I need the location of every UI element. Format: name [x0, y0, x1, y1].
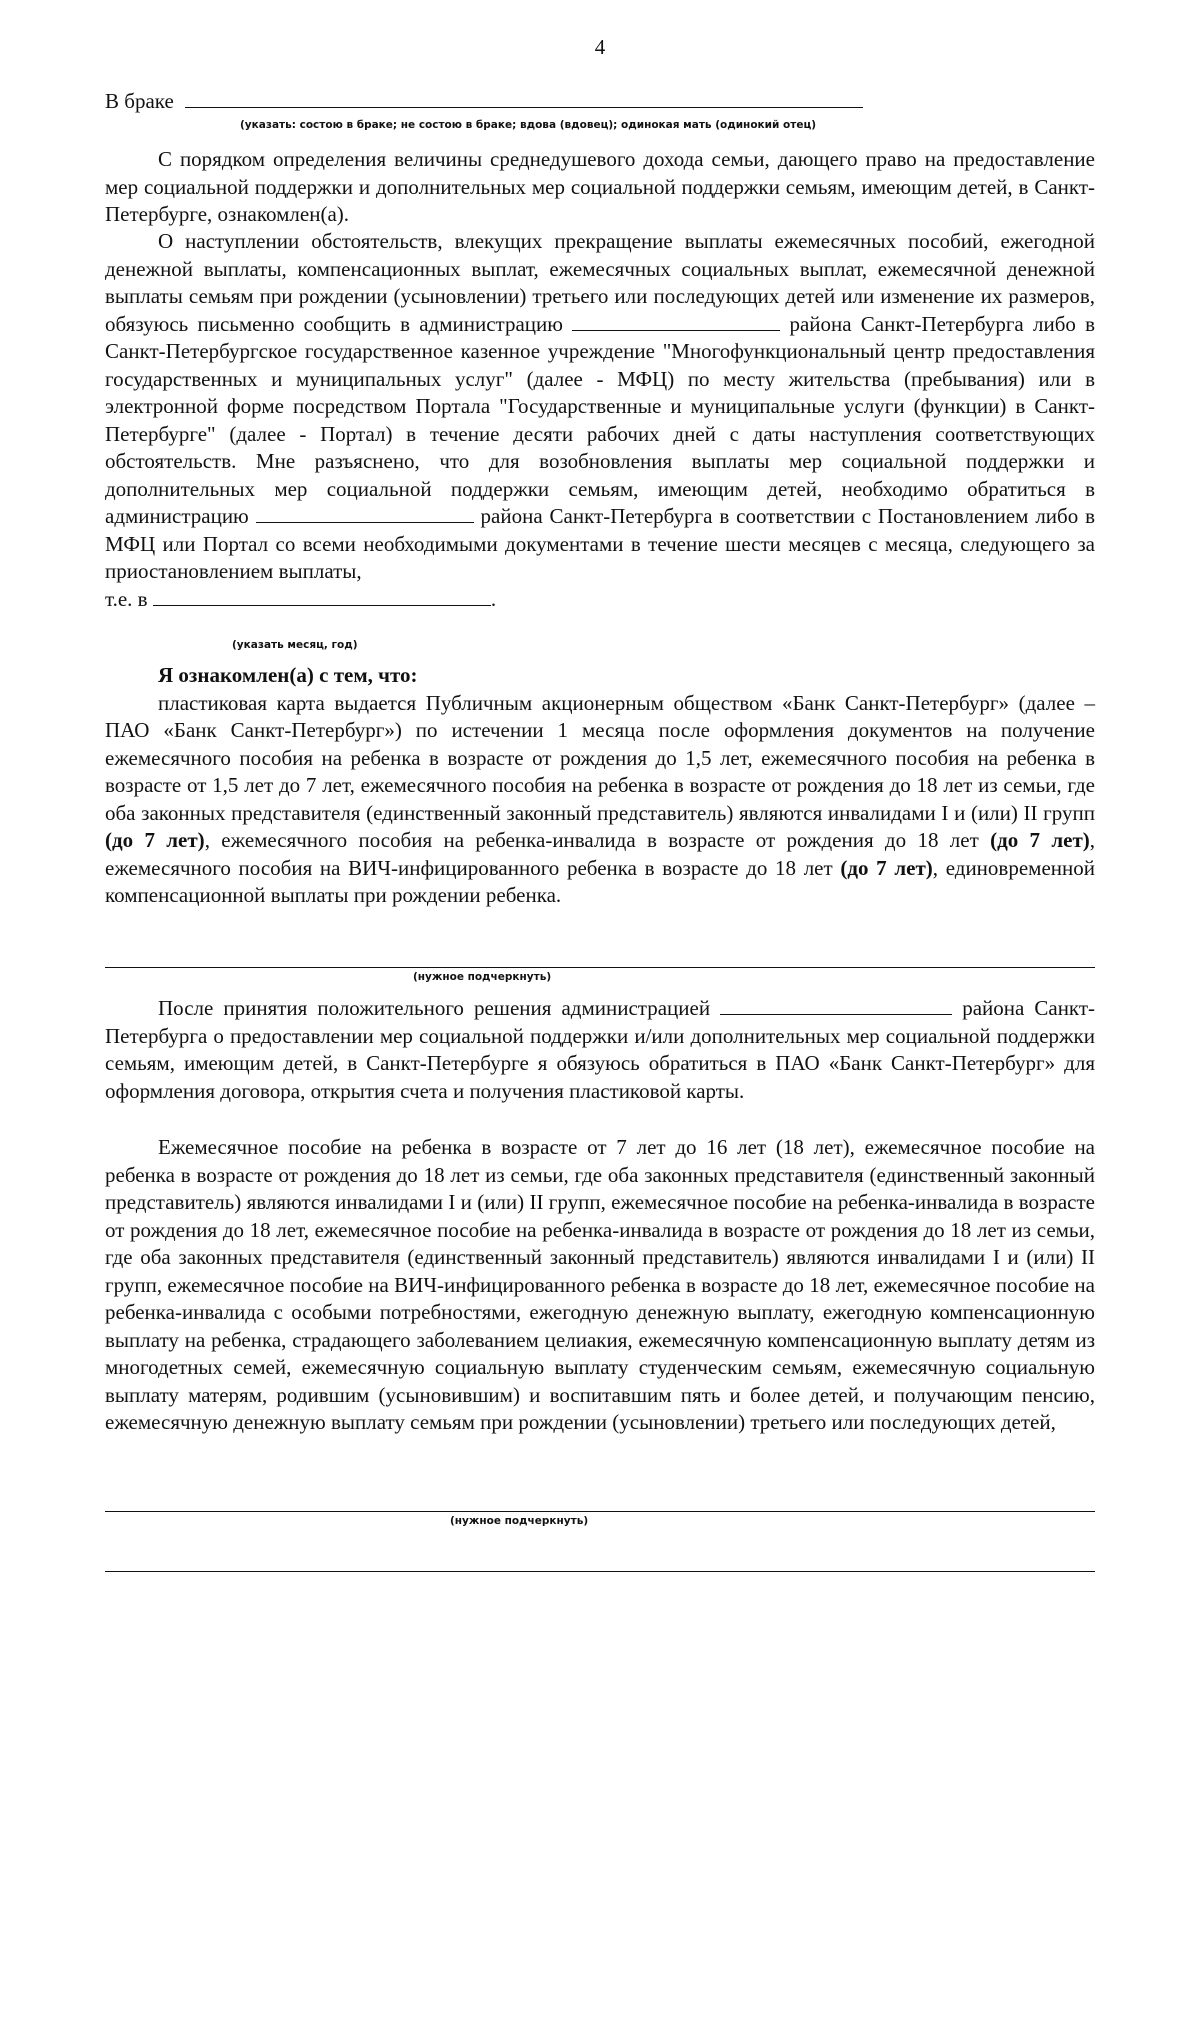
notice-text-part2: района Санкт-Петербурга либо в Санкт-Петербургское государственное казенное учреждение "Многофункциональный центр предоставления государственных и муниципальных услуг" (далее - МФЦ) по месту жительства (пребывания) или в электронной форме посредством Портала "Государственные и муниципальные услуги (функции) в Санкт-Петербурге" (далее - Портал) в течение десяти рабочих дней с даты наступления соответствующих обстоятельств. Мне разъяснено, что для возобновления выплаты мер социальной поддержки и дополнительных мер социальной поддержки семьям, имеющим детей, необходимо обратиться в администрацию: [105, 311, 1096, 528]
allowance-paragraph: Ежемесячное пособие на ребенка в возрасте от 7 лет до 16 лет (18 лет), ежемесячное пособие на ребенка в возрасте от рождения до 18 лет из семьи, где оба законных представителя (единственный законный представитель) являются инвалидами I и (или) II групп, ежемесячное пособие на ребенка-инвалида в возрасте от рождения до 18 лет, ежемесячное пособие на ребенка-инвалида в возрасте от рождения до 18 лет из семьи, где оба законных представителя (единственный законный представитель) являются инвалидами I и (или) II групп, ежемесячное пособие на ВИЧ-инфицированного ребенка в возрасте до 18 лет, ежемесячное пособие на ребенка-инвалида с особыми потребностями, ежегодную денежную выплату, ежегодную компенсационную выплату на ребенка, страдающего заболеванием целиакия, ежемесячную компенсационную выплату детям из многодетных семей, ежемесячную социальную выплату студенческим семьям, ежемесячную социальную выплату матерям, родившим (усыновившим) и воспитавшим пять и более детей, и получающим пенсию, ежемесячную денежную выплату семьям при рождении (усыновлении) третьего или последующих детей,: [105, 1135, 1095, 1434]
after-decision-paragraph: [105, 995, 1095, 1105]
income-paragraph-block: [105, 146, 1095, 229]
month-year-hint: (указать месяц, год): [232, 639, 358, 651]
acknowledge-block: [105, 662, 1095, 910]
underline-hint-1: (нужное подчеркнуть): [413, 971, 552, 983]
acknowledge-text-2: , ежемесячного пособия на ребенка-инвалида в возрасте от рождения до 18 лет: [204, 828, 979, 852]
acknowledge-text-1: пластиковая карта выдается Публичным акционерным обществом «Банк Санкт-Петербург» (далее – ПАО «Банк Санкт-Петербург») по истечении 1 месяца после оформления документов на получение ежемесячного пособия на ребенка в возрасте от рождения до 1,5 лет, ежемесячного пособия на ребенка в возрасте от 1,5 лет до 7 лет, ежемесячного пособия на ребенка в возрасте от рождения до 18 лет из семьи, где оба законных представителя (единственный законный представитель) являются инвалидами I и (или) II групп: [105, 690, 1095, 825]
acknowledge-bold-2: (до 7 лет): [990, 828, 1090, 852]
underline-field-2[interactable]: [105, 1511, 1095, 1512]
allowance-block: [105, 1134, 1095, 1437]
acknowledge-bold-1: (до 7 лет): [105, 828, 205, 852]
underline-field-1[interactable]: [105, 967, 1095, 968]
blank-line[interactable]: [105, 1571, 1095, 1572]
acknowledge-text-4: , единовременной компенсационной выплаты при рождении ребенка.: [105, 855, 1095, 907]
marital-status-hint: (указать: состою в браке; не состою в браке; вдова (вдовец); одинокая мать (одинокий отец): [240, 119, 817, 131]
notice-paragraph: [105, 228, 1095, 586]
after-decision-block: [105, 995, 1095, 1105]
month-year-field[interactable]: [153, 588, 491, 606]
marital-status-label: В браке: [105, 89, 174, 113]
notice-text-part4: т.е. в: [105, 586, 148, 611]
marital-status-field[interactable]: [185, 90, 863, 108]
notice-text-part5: .: [490, 586, 497, 611]
page-number: 4: [594, 35, 606, 59]
acknowledge-heading: Я ознакомлен(а) с тем, что:: [158, 663, 418, 687]
marital-status-line: [105, 88, 1095, 116]
after-decision-part1: После принятия положительного решения администрацией: [158, 996, 711, 1020]
underline-hint-2: (нужное подчеркнуть): [450, 1515, 589, 1527]
district-administration-field-2[interactable]: [256, 505, 474, 523]
notice-month-line: [105, 586, 1095, 614]
district-administration-field-3[interactable]: [720, 997, 952, 1015]
notice-paragraph-block: [105, 228, 1095, 613]
district-administration-field[interactable]: [572, 313, 780, 331]
acknowledge-bold-3: (до 7 лет): [840, 855, 933, 880]
notice-text-part3: района Санкт-Петербурга в соответствии с Постановлением либо в МФЦ или Портал со всеми необходимыми документами в течение шести месяцев с месяца, следующего за приостановлением выплаты,: [105, 504, 1096, 583]
after-decision-part2: района Санкт-Петербурга о предоставлении мер социальной поддержки и/или дополнительных мер социальной поддержки семьям, имеющим детей, в Санкт-Петербурге я обязуюсь обратиться в ПАО «Банк Санкт-Петербург» для оформления договора, открытия счета и получения пластиковой карты.: [105, 996, 1096, 1103]
income-paragraph: С порядком определения величины среднедушевого дохода семьи, дающего право на предоставление мер социальной поддержки и дополнительных мер социальной поддержки семьям, имеющим детей, в Санкт-Петербурге, ознакомлен(а).: [105, 147, 1095, 226]
notice-text-part1: О наступлении обстоятельств, влекущих прекращение выплаты ежемесячных пособий, ежегодной денежной выплаты, компенсационных выплат, ежемесячных социальных выплат, ежемесячной денежной выплаты семьям при рождении (усыновлении) третьего или последующих детей или изменение их размеров, обязуюсь письменно сообщить в администрацию: [105, 229, 1095, 336]
acknowledge-text-3: , ежемесячного пособия на ВИЧ-инфицированного ребенка в возрасте до 18 лет: [105, 828, 1096, 880]
acknowledge-paragraph: [105, 690, 1095, 910]
